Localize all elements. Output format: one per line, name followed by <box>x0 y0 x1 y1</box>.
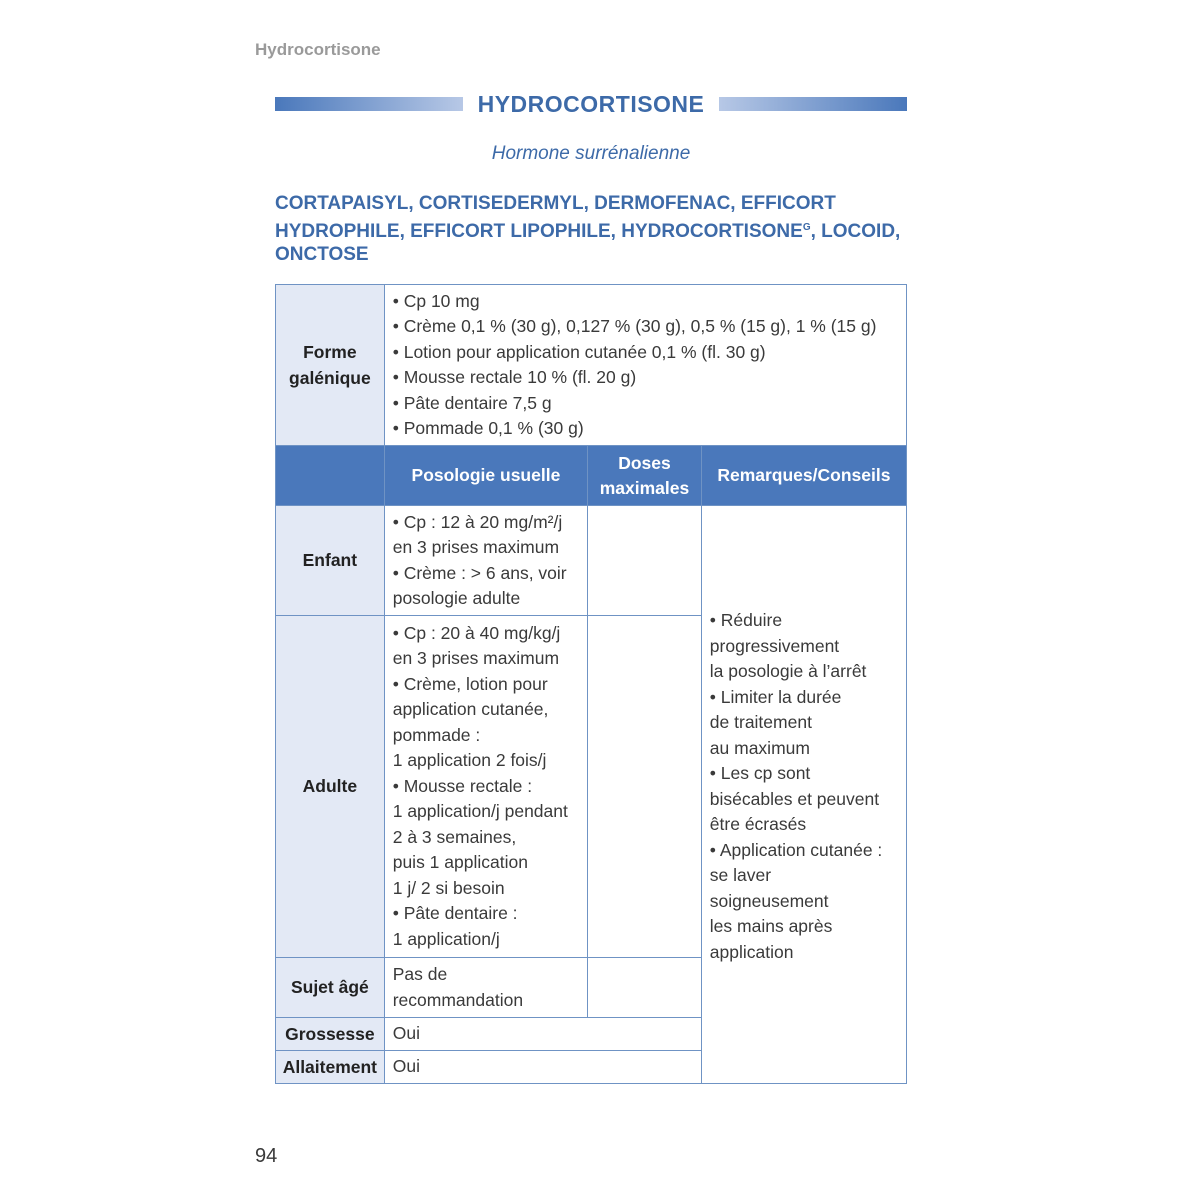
subtitle: Hormone surrénalienne <box>491 143 691 164</box>
title-row <box>275 88 907 120</box>
row-label-adulte: Adulte <box>276 616 385 958</box>
brands-superscript: G <box>802 221 811 233</box>
doses-adulte <box>588 616 702 958</box>
posologie-line: • Cp : 12 à 20 mg/m²/j <box>392 511 563 532</box>
forme-cell <box>384 285 906 446</box>
posologie-line: • Crème : > 6 ans, voir <box>392 562 567 583</box>
remarque-line: progressivement <box>709 635 840 656</box>
posologie-line: 1 application 2 fois/j <box>392 750 547 771</box>
title-bar-right <box>719 97 907 111</box>
remarque-line: se laver <box>709 865 772 885</box>
running-head: Hydrocortisone <box>255 40 381 59</box>
forme-row <box>276 285 907 446</box>
posologie-line: • Crème, lotion pour <box>392 673 548 694</box>
posologie-line: 1 application/j pendant <box>392 801 568 822</box>
posologie-line: • Mousse rectale : <box>392 775 533 796</box>
remarque-line: la posologie à l’arrêt <box>709 661 867 681</box>
posologie-line: 1 j/ 2 si besoin <box>392 877 505 898</box>
posologie-line: en 3 prises maximum <box>392 537 560 557</box>
forme-item: • Mousse rectale 10 % (fl. 20 g) <box>392 367 637 387</box>
forme-item: • Cp 10 mg <box>392 290 480 311</box>
row-label-grossesse: Grossesse <box>276 1018 385 1051</box>
doses-enfant <box>588 506 702 616</box>
brands-text-2: , LOCOID, ONCTOSE <box>275 220 901 265</box>
forme-item: • Pâte dentaire 7,5 g <box>392 392 552 413</box>
title-bar-left <box>275 97 463 111</box>
remarque-line: • Application cutanée : <box>709 839 883 860</box>
remarque-line: de traitement <box>709 712 812 732</box>
brand-names <box>275 192 915 267</box>
posologie-line: 2 à 3 semaines, <box>392 826 517 847</box>
drug-table <box>275 284 907 1084</box>
posologie-line: puis 1 application <box>392 852 528 873</box>
header-posologie: Posologie usuelle <box>384 446 587 506</box>
remarque-line: soigneusement <box>709 890 829 911</box>
row-label-allaitement: Allaitement <box>276 1051 385 1084</box>
posologie-line: • Cp : 20 à 40 mg/kg/j <box>392 622 561 643</box>
page-title: HYDROCORTISONE <box>477 90 705 117</box>
posologie-line: posologie adulte <box>392 588 521 608</box>
forme-item: • Pommade 0,1 % (30 g) <box>392 418 584 438</box>
allaitement-value: Oui <box>384 1051 701 1084</box>
header-empty <box>276 446 385 506</box>
posologie-line: Pas de <box>392 964 448 984</box>
remarques-cell <box>701 506 906 1084</box>
row-label-enfant: Enfant <box>276 506 385 616</box>
forme-label: Forme galénique <box>276 285 385 446</box>
remarque-line: bisécables et peuvent <box>709 788 880 809</box>
posologie-line: application cutanée, <box>392 699 549 720</box>
posologie-enfant <box>384 506 587 616</box>
posologie-sujet-age <box>384 958 587 1018</box>
remarque-line: les mains après <box>709 916 833 936</box>
posologie-line: pommade : <box>392 724 481 745</box>
page-number: 94 <box>255 1145 278 1167</box>
brands-text-1: CORTAPAISYL, CORTISEDERMYL, DERMOFENAC, EFFICORT HYDROPHILE, EFFICORT LIPOPHILE, HYDROCORTISONE <box>275 193 836 242</box>
posologie-line: en 3 prises maximum <box>392 648 560 669</box>
doses-sujet-age <box>588 958 702 1018</box>
remarque-line: au maximum <box>709 737 810 758</box>
forme-item: • Lotion pour application cutanée 0,1 % (fl. 30 g) <box>392 341 766 362</box>
posologie-line: • Pâte dentaire : <box>392 903 518 924</box>
row-enfant <box>276 506 907 616</box>
remarque-line: être écrasés <box>709 814 807 834</box>
posologie-adulte <box>384 616 587 958</box>
header-remarques: Remarques/Conseils <box>701 446 906 506</box>
remarque-line: • Les cp sont <box>709 763 811 783</box>
forme-item: • Crème 0,1 % (30 g), 0,127 % (30 g), 0,5 % (15 g), 1 % (15 g) <box>392 316 877 336</box>
grossesse-value: Oui <box>384 1018 701 1051</box>
row-label-sujet-age: Sujet âgé <box>276 958 385 1018</box>
posologie-line: 1 application/j <box>392 928 500 949</box>
header-doses: Doses maximales <box>588 446 702 506</box>
remarque-line: • Limiter la durée <box>709 686 842 707</box>
remarque-line: application <box>709 941 794 962</box>
remarque-line: • Réduire <box>709 610 783 630</box>
posologie-line: recommandation <box>392 989 524 1010</box>
header-row <box>276 446 907 506</box>
